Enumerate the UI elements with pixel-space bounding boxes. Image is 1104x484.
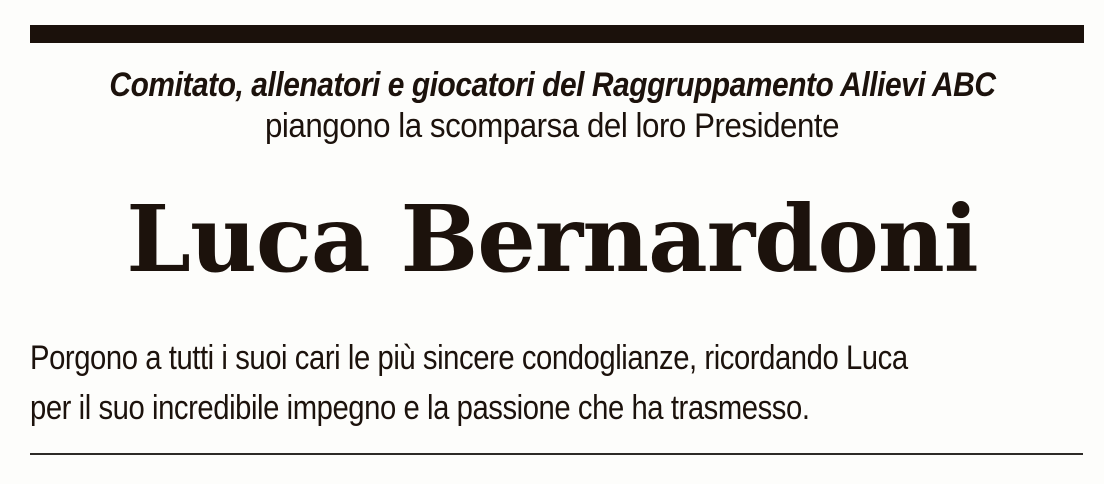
intro-line-2 xyxy=(0,104,1104,148)
deceased-name: Luca Bernardoni xyxy=(126,185,978,293)
condolence-line-1 xyxy=(30,334,1090,382)
intro-line-2-text: piangono la scomparsa del loro Presidente xyxy=(264,107,840,145)
condolence-line-2 xyxy=(30,384,1090,432)
intro-line-1-text: Comitato, allenatori e giocatori del Raggruppamento Allievi ABC xyxy=(108,66,996,104)
intro-line-1 xyxy=(0,63,1104,107)
condolence-line-2-text: per il suo incredibile impegno e la passione che ha trasmesso. xyxy=(30,389,810,427)
bottom-divider xyxy=(30,453,1083,455)
condolence-line-1-text: Porgono a tutti i suoi cari le più sincere condoglianze, ricordando Luca xyxy=(30,339,908,377)
top-black-bar xyxy=(30,25,1084,43)
